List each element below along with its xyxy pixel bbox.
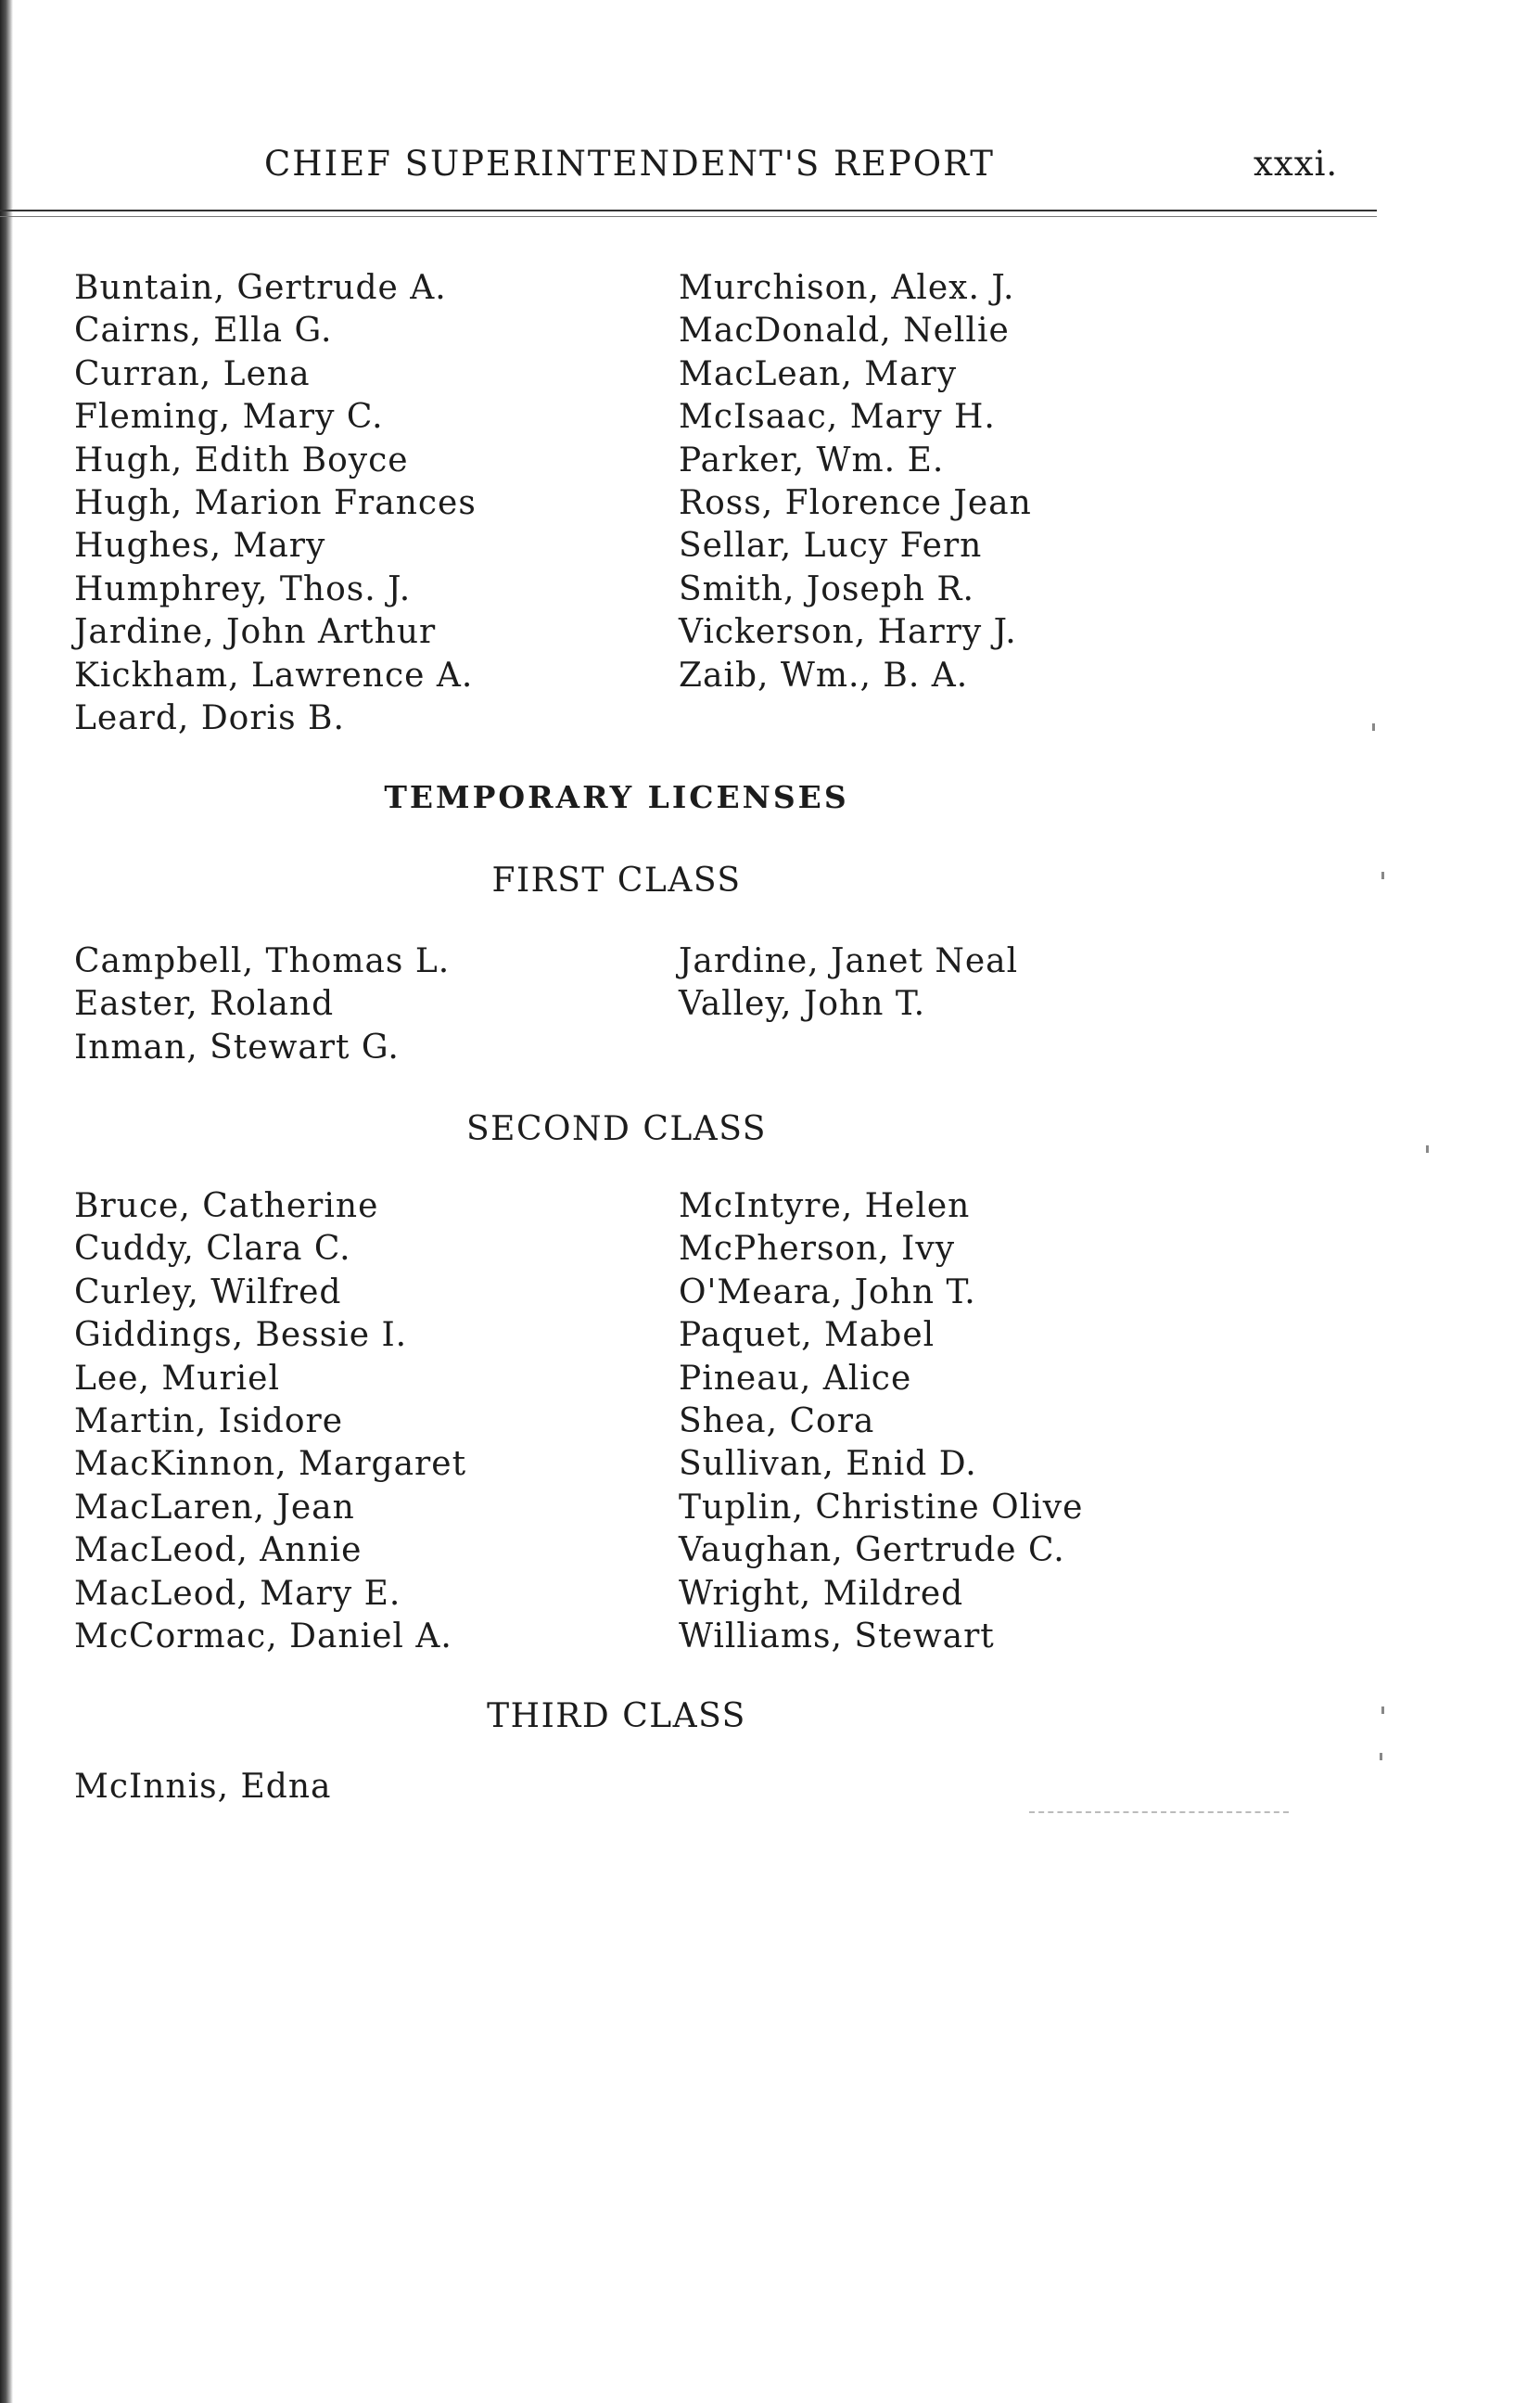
name-entry: Vickerson, Harry J. [679, 613, 1017, 652]
name-entry: Jardine, John Arthur [74, 613, 437, 652]
name-entry: Tuplin, Christine Olive [679, 1488, 1084, 1527]
name-entry: Jardine, Janet Neal [679, 942, 1019, 980]
name-entry: Curley, Wilfred [74, 1272, 342, 1311]
faint-bleedthrough-rule [1029, 1811, 1289, 1814]
name-entry: Inman, Stewart G. [74, 1028, 400, 1067]
permanent-names-left-column [74, 267, 477, 740]
name-entry: Lee, Muriel [74, 1359, 280, 1398]
name-entry: McIsaac, Mary H. [679, 398, 996, 437]
name-entry: Cuddy, Clara C. [74, 1230, 351, 1269]
third-class-heading: THIRD CLASS [487, 1697, 746, 1735]
name-entry: MacLeod, Mary E. [74, 1574, 401, 1613]
scan-speck [1426, 1145, 1429, 1153]
name-entry: Bruce, Catherine [74, 1187, 379, 1225]
scan-speck [1372, 723, 1375, 731]
name-entry: MacKinnon, Margaret [74, 1445, 467, 1484]
name-entry: Williams, Stewart [679, 1617, 995, 1655]
third-class-left-column [74, 1766, 331, 1809]
second-class-right-column [679, 1185, 1083, 1658]
name-entry: Hugh, Marion Frances [74, 483, 477, 522]
page-number: xxxi. [1254, 144, 1339, 184]
name-entry: Ross, Florence Jean [679, 483, 1032, 522]
first-class-left-column [74, 940, 450, 1069]
scan-speck [1380, 1753, 1382, 1760]
name-entry: Parker, Wm. E. [679, 441, 945, 479]
name-entry: Zaib, Wm., B. A. [679, 656, 969, 695]
name-entry: MacLeod, Annie [74, 1531, 363, 1570]
first-class-right-column [679, 940, 1018, 1027]
name-entry: Wright, Mildred [679, 1574, 964, 1613]
name-entry: McPherson, Ivy [679, 1230, 956, 1269]
name-entry: Shea, Cora [679, 1401, 875, 1440]
header-rule [0, 210, 1377, 211]
name-entry: MacLean, Mary [679, 354, 958, 393]
name-entry: MacLaren, Jean [74, 1488, 355, 1527]
scan-speck [1381, 872, 1384, 879]
scan-speck [1381, 1706, 1384, 1714]
name-entry: Buntain, Gertrude A. [74, 269, 447, 307]
name-entry: Smith, Joseph R. [679, 569, 974, 608]
name-entry: Martin, Isidore [74, 1401, 344, 1440]
name-entry: MacDonald, Nellie [679, 312, 1010, 351]
section-heading-temporary-licenses: TEMPORARY LICENSES [384, 779, 849, 815]
name-entry: Paquet, Mabel [679, 1316, 935, 1355]
name-entry: Curran, Lena [74, 354, 311, 393]
name-entry: Sullivan, Enid D. [679, 1445, 977, 1484]
first-class-heading: FIRST CLASS [491, 862, 742, 900]
name-entry: Leard, Doris B. [74, 698, 345, 737]
name-entry: Vaughan, Gertrude C. [679, 1531, 1065, 1570]
name-entry: Giddings, Bessie I. [74, 1316, 408, 1355]
name-entry: McInnis, Edna [74, 1768, 332, 1806]
name-entry: Hugh, Edith Boyce [74, 441, 409, 479]
name-entry: Fleming, Mary C. [74, 398, 384, 437]
name-entry: O'Meara, John T. [679, 1272, 976, 1311]
name-entry: Sellar, Lucy Fern [679, 527, 983, 566]
permanent-names-right-column [679, 267, 1032, 697]
name-entry: McCormac, Daniel A. [74, 1617, 452, 1655]
running-header [74, 144, 1372, 190]
name-entry: Valley, John T. [679, 985, 926, 1024]
name-entry: Kickham, Lawrence A. [74, 656, 474, 695]
name-entry: Hughes, Mary [74, 527, 326, 566]
name-entry: Humphrey, Thos. J. [74, 569, 412, 608]
name-entry: Murchison, Alex. J. [679, 269, 1015, 307]
second-class-left-column [74, 1185, 466, 1658]
name-entry: Easter, Roland [74, 985, 335, 1024]
name-entry: Campbell, Thomas L. [74, 942, 451, 980]
second-class-heading: SECOND CLASS [466, 1110, 767, 1148]
name-entry: Pineau, Alice [679, 1359, 912, 1398]
name-entry: McIntyre, Helen [679, 1187, 971, 1225]
name-entry: Cairns, Ella G. [74, 312, 333, 351]
header-rule-secondary [0, 216, 1377, 217]
running-title: CHIEF SUPERINTENDENT'S REPORT [264, 144, 995, 184]
